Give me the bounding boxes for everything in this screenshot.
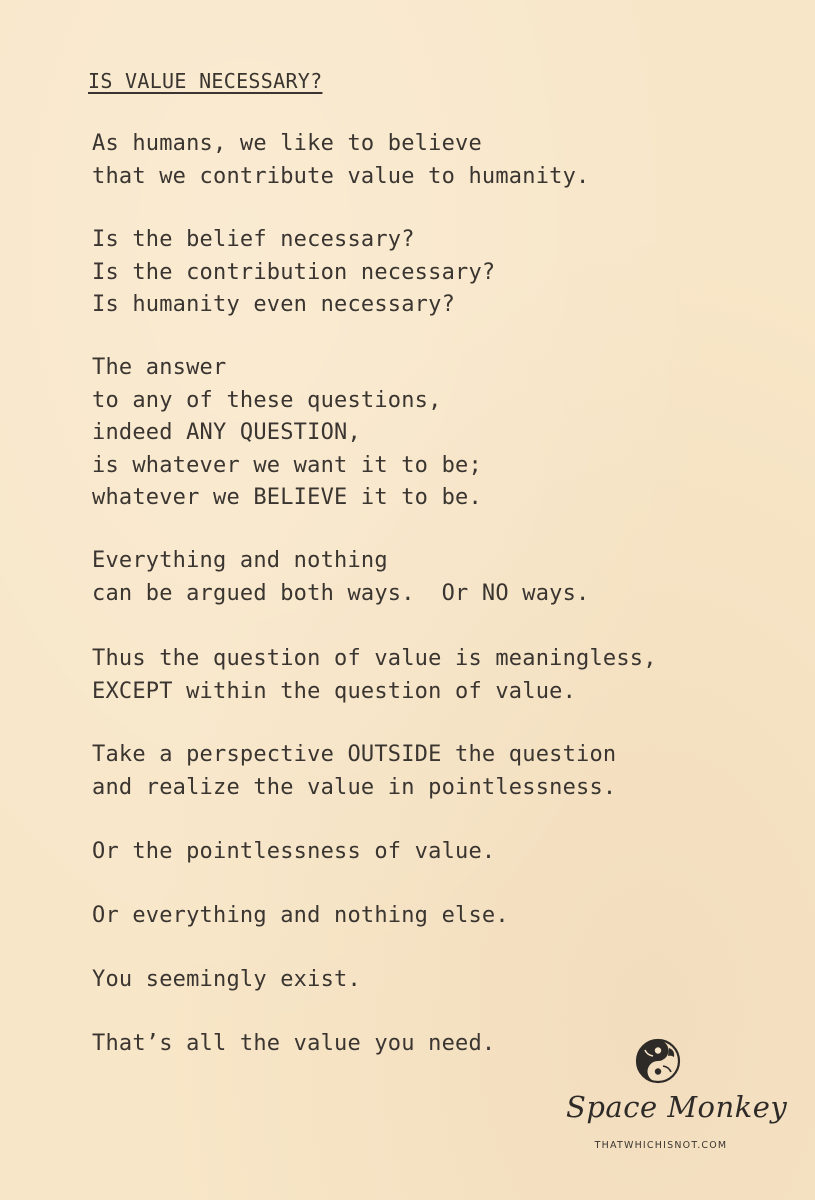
stanza-answer: The answer to any of these questions, indeed ANY QUESTION, is whatever we want it to be; whatever we BELIEVE it to be. xyxy=(92,355,482,510)
stanza-questions: Is the belief necessary? Is the contribution necessary? Is humanity even necessary? xyxy=(92,227,496,317)
brand-name: Space Monkey xyxy=(566,1090,788,1124)
stanza-intro: As humans, we like to believe that we contribute value to humanity. xyxy=(92,131,590,189)
stanza-pointlessness: Or the pointlessness of value. xyxy=(92,839,496,864)
stanza-meaningless: Thus the question of value is meaningless, EXCEPT within the question of value. xyxy=(92,646,657,704)
document-title: IS VALUE NECESSARY? xyxy=(88,69,323,93)
stanza-closing: That’s all the value you need. xyxy=(92,1031,496,1056)
site-url: THATWHICHISNOT.COM xyxy=(594,1140,728,1151)
space-monkey-emblem-icon xyxy=(633,1036,683,1086)
stanza-everything: Or everything and nothing else. xyxy=(92,903,509,928)
stanza-both-ways: Everything and nothing can be argued both ways. Or NO ways. xyxy=(92,548,590,606)
stanza-exist: You seemingly exist. xyxy=(92,967,361,992)
stanza-perspective: Take a perspective OUTSIDE the question and realize the value in pointlessness. xyxy=(92,742,617,800)
